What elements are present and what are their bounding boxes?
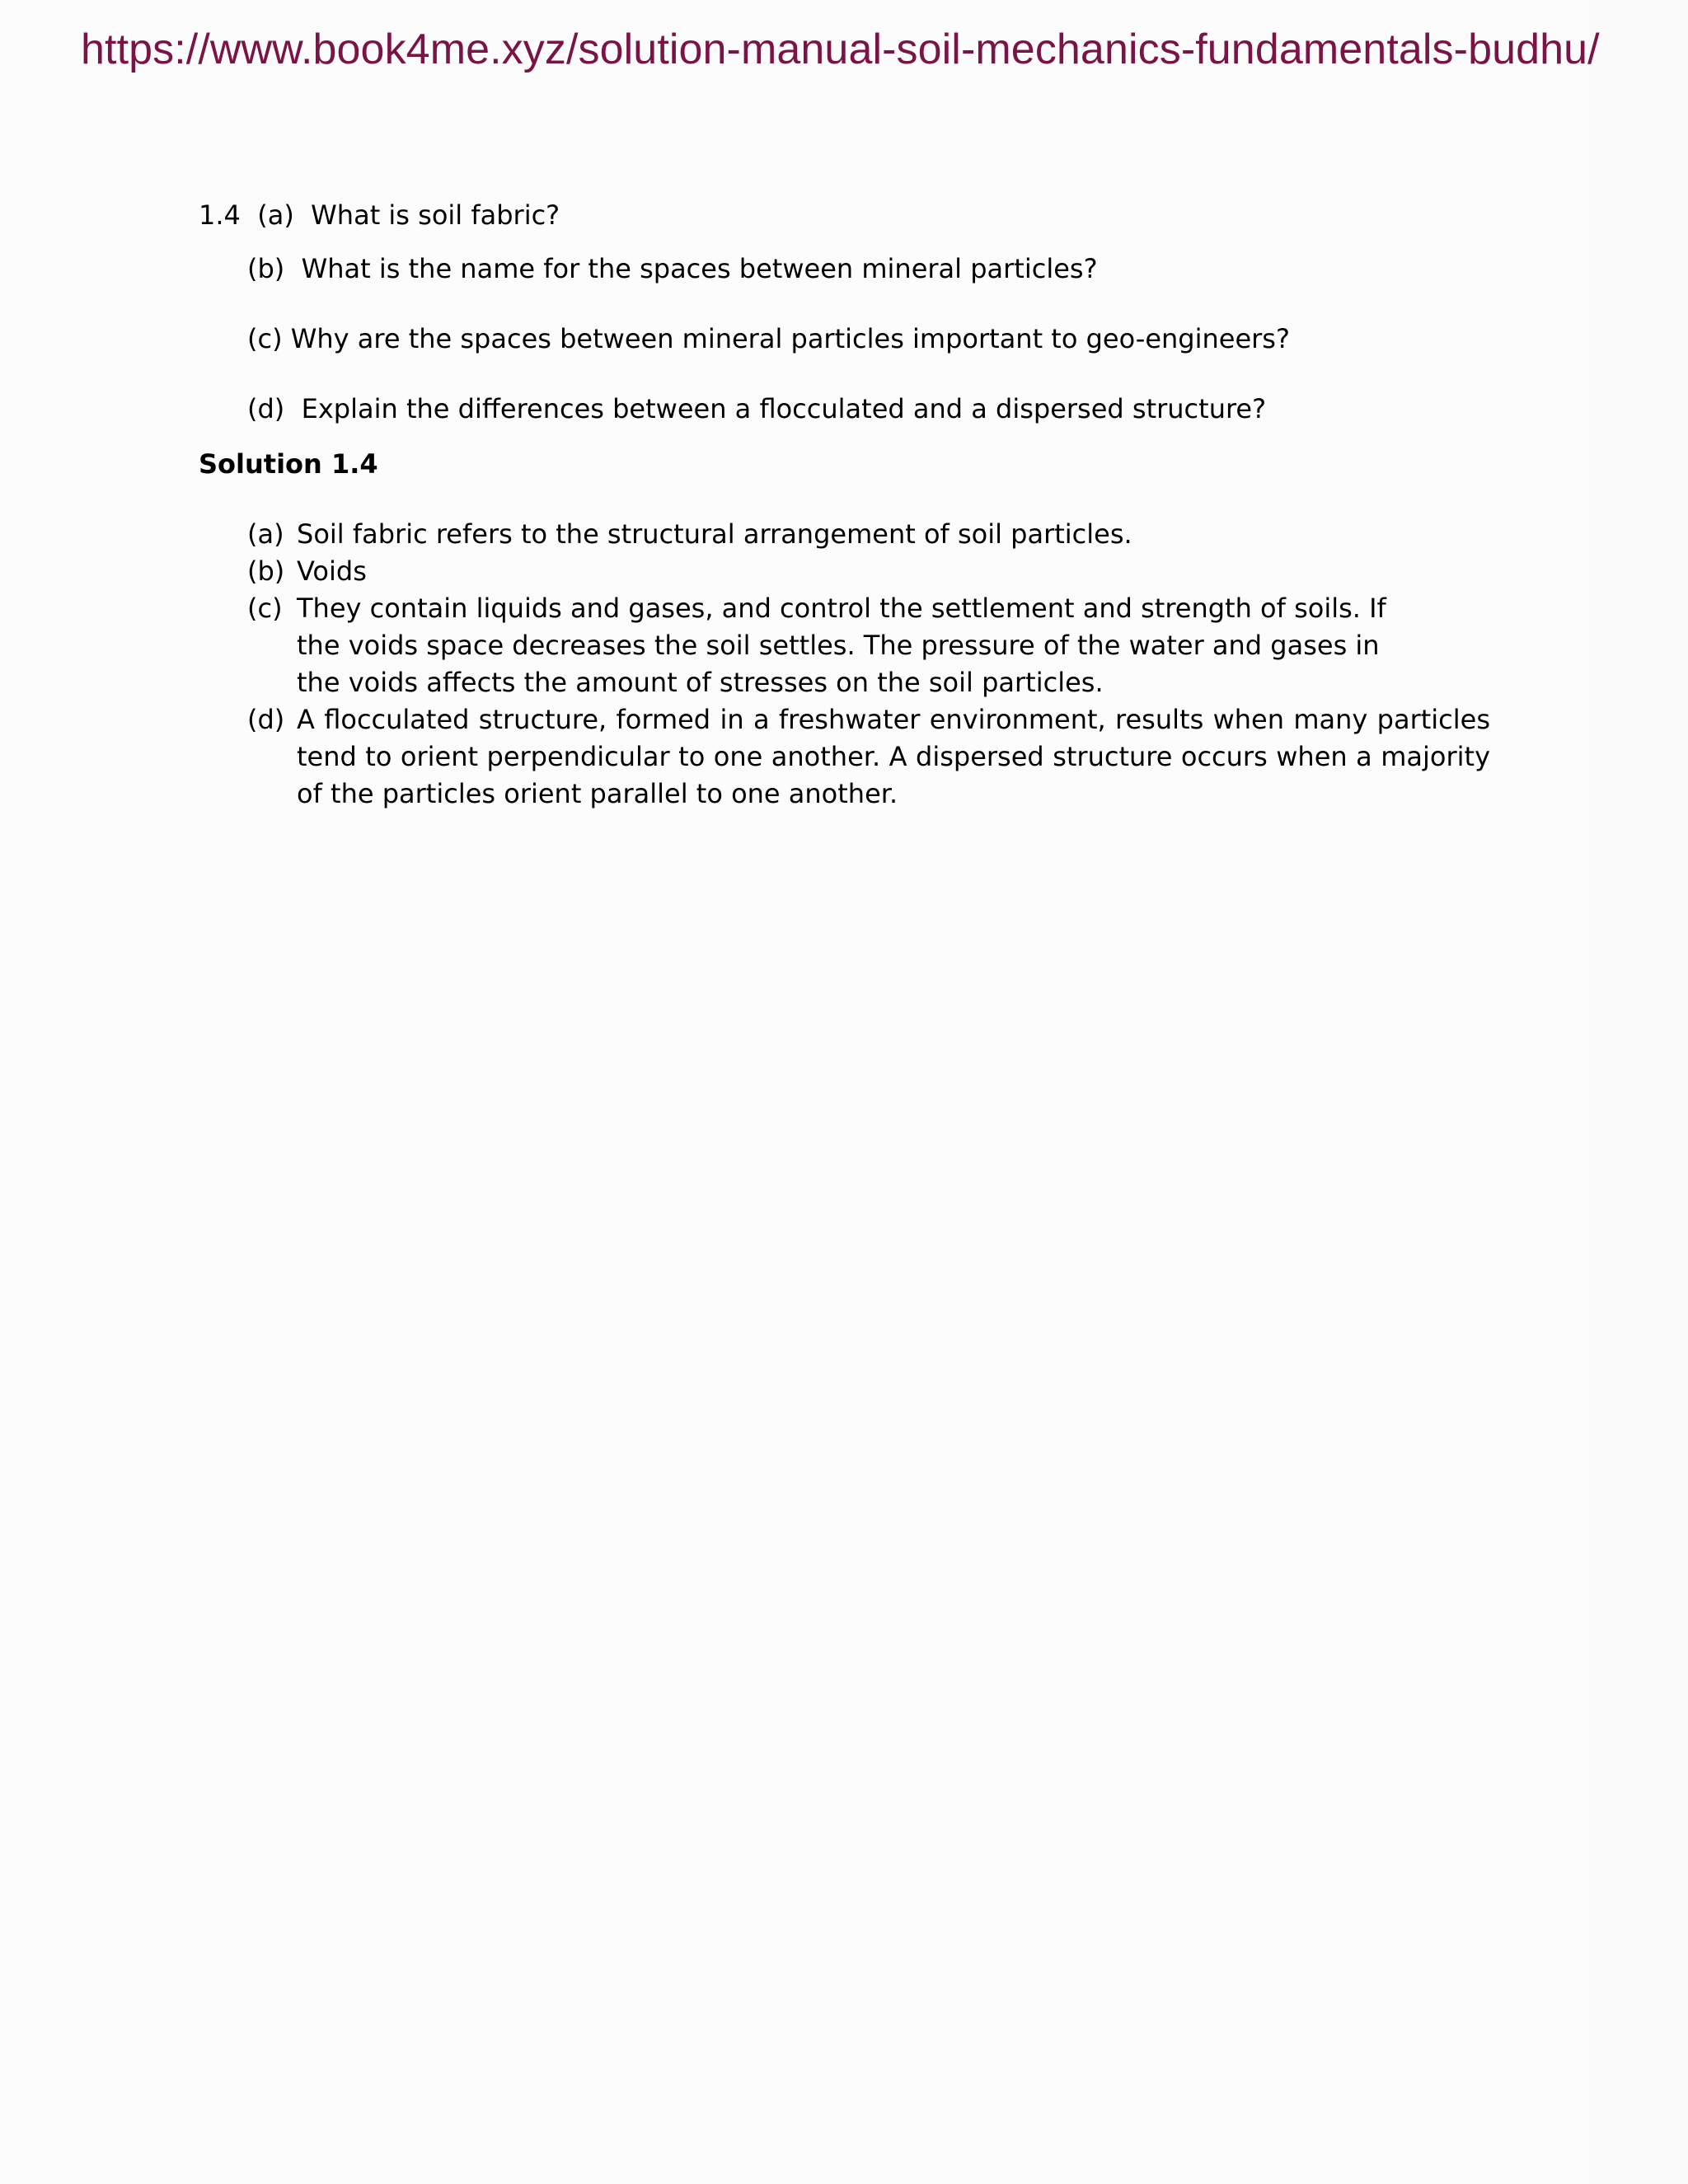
solution-answer-list xyxy=(247,516,1490,813)
source-url-link[interactable]: https://www.book4me.xyz/solution-manual-soil-mechanics-fundamentals-budhu/ xyxy=(81,26,1600,73)
answer-c xyxy=(247,590,1490,701)
question-label: (d) xyxy=(247,393,285,424)
answer-a xyxy=(247,516,1490,553)
problem-number: 1.4 xyxy=(199,199,241,231)
answer-b xyxy=(247,553,1490,590)
answer-label: (c) xyxy=(247,593,283,624)
question-text: Explain the differences between a flocculated and a dispersed structure? xyxy=(301,393,1267,424)
answer-text: They contain liquids and gases, and control the settlement and strength of soils. If the voids space decreases the soil settles. The pressure of the water and gases in the voids affects the amount of stresses on the soil particles. xyxy=(297,593,1386,698)
answer-label: (b) xyxy=(247,555,285,587)
question-text: What is the name for the spaces between mineral particles? xyxy=(301,253,1098,284)
page-margin-shade xyxy=(1589,0,1688,2184)
answer-text: A flocculated structure, formed in a freshwater environment, results when many particles tend to orient perpendicular to one another. A dispersed structure occurs when a majority of the particles orient parallel to one another. xyxy=(297,704,1490,809)
question-a xyxy=(199,197,560,234)
solution-heading: Solution 1.4 xyxy=(199,448,378,480)
question-text: What is soil fabric? xyxy=(311,199,560,231)
question-label: (a) xyxy=(257,199,294,231)
question-label: (b) xyxy=(247,253,285,284)
question-b xyxy=(247,251,1098,288)
question-c xyxy=(247,321,1290,358)
answer-text: Voids xyxy=(297,555,367,587)
question-d xyxy=(247,391,1266,428)
answer-label: (a) xyxy=(247,518,284,550)
question-label: (c) xyxy=(247,323,283,354)
question-text: Why are the spaces between mineral particles important to geo-engineers? xyxy=(290,323,1290,354)
answer-text: Soil fabric refers to the structural arrangement of soil particles. xyxy=(297,518,1132,550)
answer-d xyxy=(247,701,1490,813)
answer-label: (d) xyxy=(247,704,285,735)
